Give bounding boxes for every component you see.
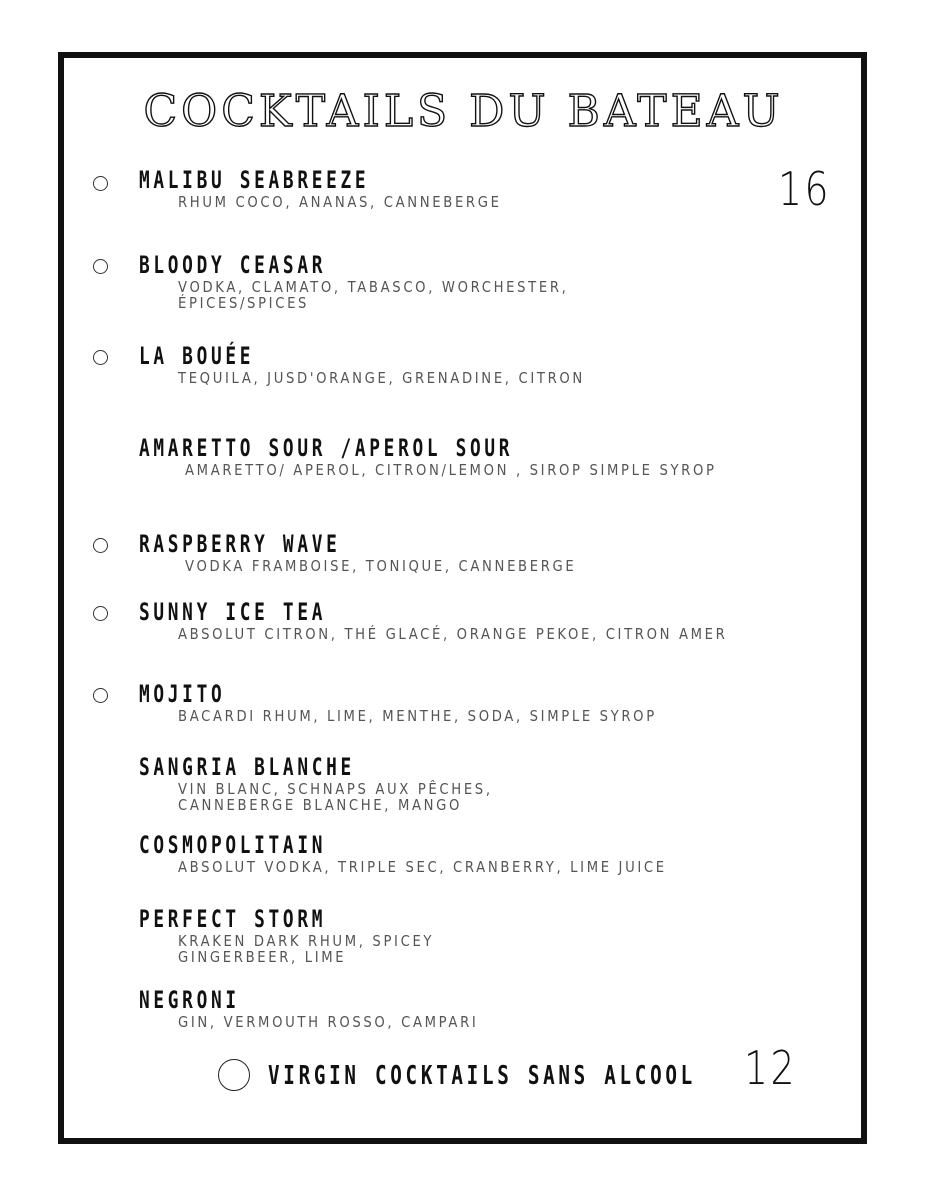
bullet-circle-icon[interactable] <box>218 1059 250 1091</box>
item-name: COSMOPOLITAIN <box>139 831 327 859</box>
item-description: AMARETTO/ APEROL, CITRON/LEMON , SIROP SIMPLE SYROP <box>185 461 717 479</box>
item-name: MALIBU SEABREEZE <box>139 166 370 194</box>
item-name: SUNNY ICE TEA <box>139 598 327 626</box>
item-description: TEQUILA, JUSD'ORANGE, GRENADINE, CITRON <box>178 369 585 387</box>
item-description: RHUM COCO, ANANAS, CANNEBERGE <box>178 193 502 211</box>
item-name: AMARETTO SOUR /APEROL SOUR <box>139 434 514 462</box>
item-description: BACARDI RHUM, LIME, MENTHE, SODA, SIMPLE SYROP <box>178 707 657 725</box>
item-name: RASPBERRY WAVE <box>139 530 341 558</box>
item-name: SANGRIA BLANCHE <box>139 753 355 781</box>
item-description: GIN, VERMOUTH ROSSO, CAMPARI <box>178 1013 479 1031</box>
item-description: ABSOLUT VODKA, TRIPLE SEC, CRANBERRY, LIME JUICE <box>178 858 667 876</box>
item-description: VIN BLANC, SCHNAPS AUX PÊCHES, CANNEBERGE BLANCHE, MANGO <box>178 780 493 814</box>
item-name: BLOODY CEASAR <box>139 251 327 279</box>
main-price: 16 <box>778 162 831 216</box>
item-description: ABSOLUT CITRON, THÉ GLACÉ, ORANGE PEKOE, CITRON AMER <box>178 625 728 643</box>
bullet-circle-icon[interactable] <box>93 538 108 553</box>
virgin-cocktails-label: VIRGIN COCKTAILS SANS ALCOOL <box>268 1061 696 1091</box>
item-description: VODKA, CLAMATO, TABASCO, WORCHESTER, ÉPICES/SPICES <box>178 278 569 312</box>
item-description: VODKA FRAMBOISE, TONIQUE, CANNEBERGE <box>185 557 577 575</box>
item-name: NEGRONI <box>139 986 240 1014</box>
virgin-price: 12 <box>744 1041 797 1095</box>
item-name: LA BOUÉE <box>139 342 255 370</box>
virgin-cocktails-row <box>0 1041 927 1095</box>
item-description: KRAKEN DARK RHUM, SPICEY GINGERBEER, LIME <box>178 932 435 966</box>
bullet-circle-icon[interactable] <box>93 259 108 274</box>
item-name: PERFECT STORM <box>139 905 327 933</box>
bullet-circle-icon[interactable] <box>93 176 108 191</box>
bullet-circle-icon[interactable] <box>93 350 108 365</box>
menu-title: COCKTAILS DU BATEAU <box>143 86 784 137</box>
bullet-circle-icon[interactable] <box>93 688 108 703</box>
bullet-circle-icon[interactable] <box>93 606 108 621</box>
item-name: MOJITO <box>139 680 226 708</box>
